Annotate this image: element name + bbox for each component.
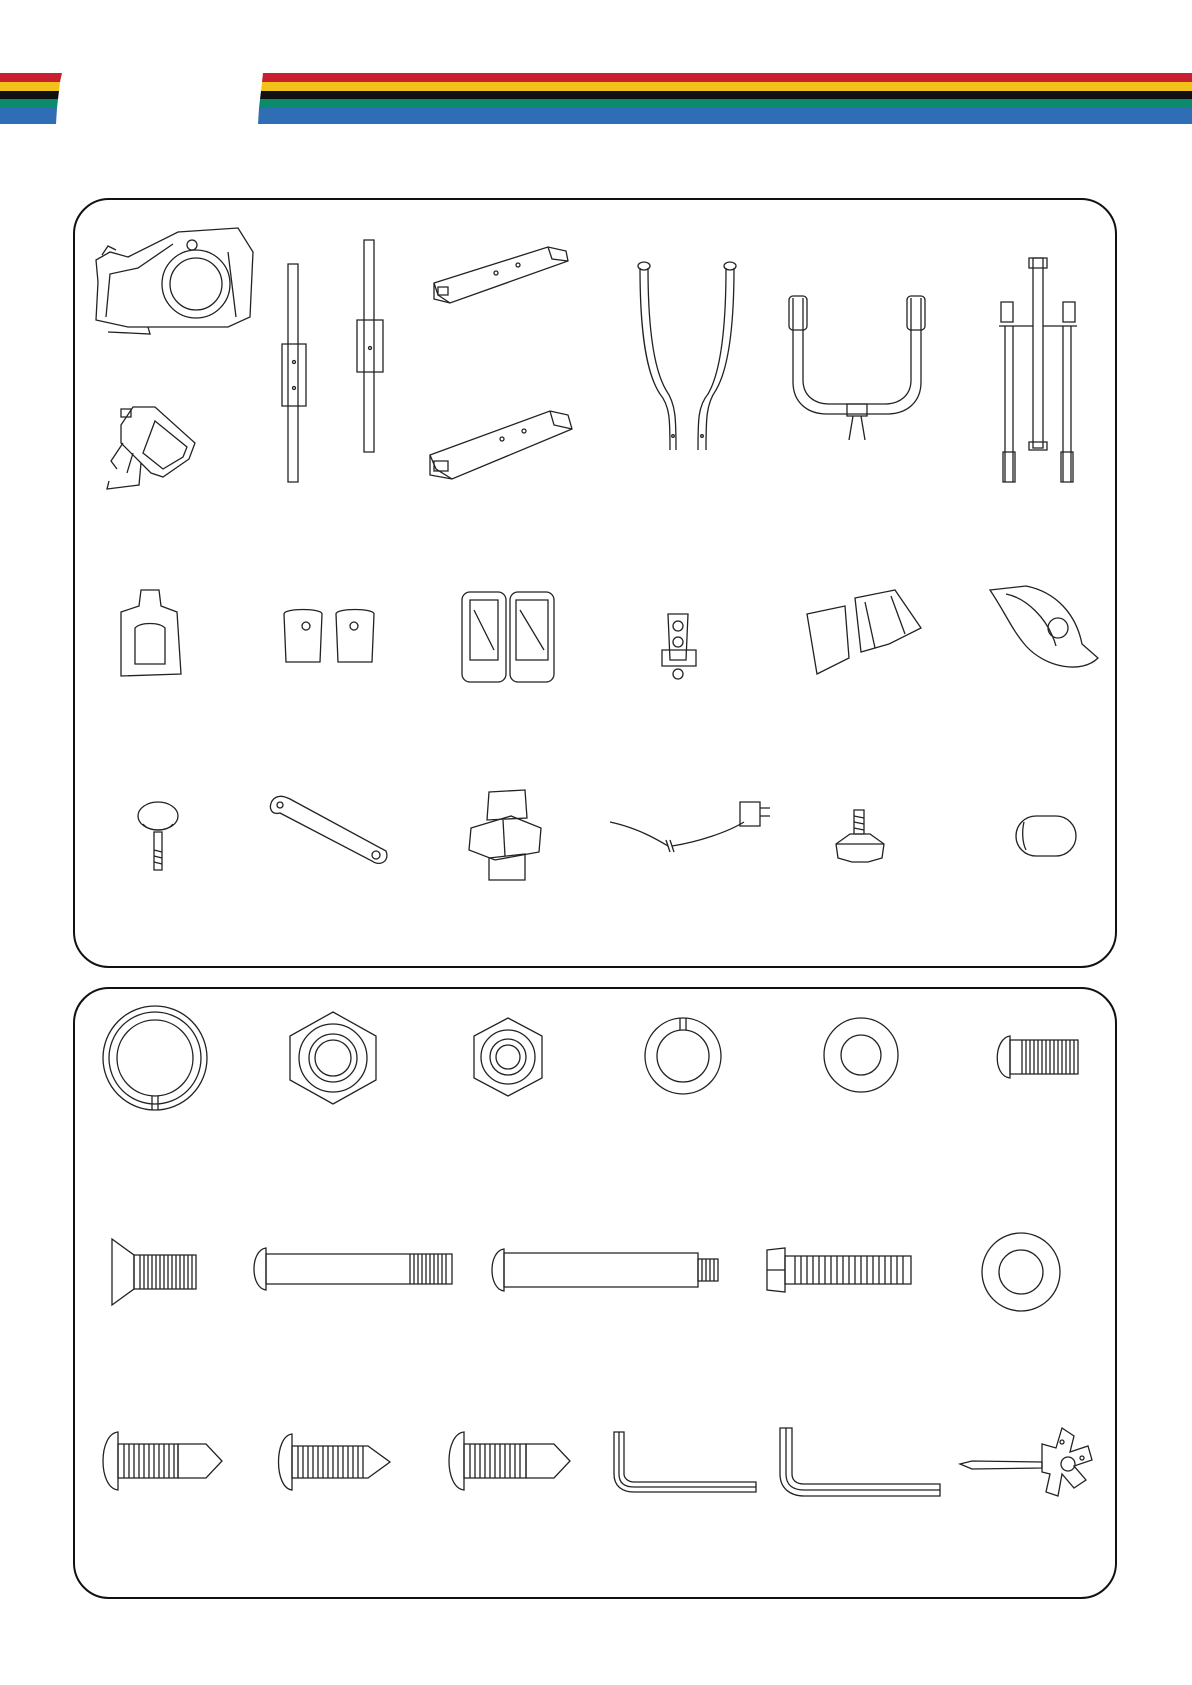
- bottle-holder-icon: [986, 584, 1102, 676]
- front-stabilizer-icon: [428, 243, 571, 313]
- small-covers-icon: [280, 606, 380, 664]
- hardware-panel: [73, 987, 1117, 1599]
- stripe-green-right: [259, 99, 1192, 108]
- link-bar-icon: [268, 795, 390, 867]
- flat-washer-icon: [822, 1016, 900, 1094]
- hex-bolt-icon: [765, 1246, 913, 1294]
- end-cap-icon: [1014, 812, 1078, 860]
- pedal-arm-left-icon: [280, 262, 310, 484]
- screw-small-icon: [272, 1432, 392, 1492]
- small-allen-key-icon: [612, 1430, 758, 1494]
- console-icon: [103, 403, 203, 493]
- moving-handlebars-icon: [632, 260, 742, 452]
- large-allen-key-icon: [778, 1426, 942, 1498]
- stripe-green: [0, 99, 58, 108]
- stripe-red-right: [262, 73, 1192, 82]
- stripe-black-right: [260, 91, 1192, 99]
- star-knob-icon: [832, 808, 888, 864]
- large-nut-icon: [288, 1010, 378, 1106]
- connector-bracket-icon: [654, 610, 704, 680]
- stripe-blue-right: [258, 108, 1192, 124]
- multi-tool-icon: [958, 1424, 1106, 1500]
- short-button-bolt-icon: [990, 1034, 1080, 1080]
- shoulder-bolt-icon: [486, 1247, 720, 1293]
- fixed-handlebar-icon: [787, 292, 927, 462]
- stripe-black: [0, 91, 59, 99]
- pedals-icon: [460, 590, 556, 684]
- countersunk-bolt-icon: [110, 1237, 198, 1307]
- cover-icon: [115, 588, 185, 680]
- stripe-yellow: [0, 82, 60, 91]
- screw-icon: [96, 1430, 224, 1492]
- power-adapter-icon: [608, 796, 773, 858]
- small-nut-icon: [472, 1016, 544, 1098]
- screw-medium-icon: [442, 1430, 572, 1492]
- stripe-yellow-right: [261, 82, 1192, 91]
- stripe-red: [0, 73, 62, 82]
- split-washer-icon: [100, 1003, 210, 1113]
- spring-washer-icon: [643, 1016, 723, 1096]
- rear-stabilizer-icon: [426, 405, 576, 485]
- large-washer-icon: [980, 1231, 1062, 1313]
- upright-post-icon: [995, 256, 1081, 482]
- pedal-arm-right-icon: [354, 238, 386, 454]
- motor-housing-icon: [88, 222, 258, 337]
- long-button-bolt-icon: [248, 1246, 454, 1292]
- header-stripes: [0, 0, 1192, 130]
- post-covers-icon: [805, 588, 923, 676]
- pivot-cover-icon: [465, 788, 550, 882]
- stripe-blue: [0, 108, 57, 124]
- knob-bolt-icon: [135, 800, 181, 872]
